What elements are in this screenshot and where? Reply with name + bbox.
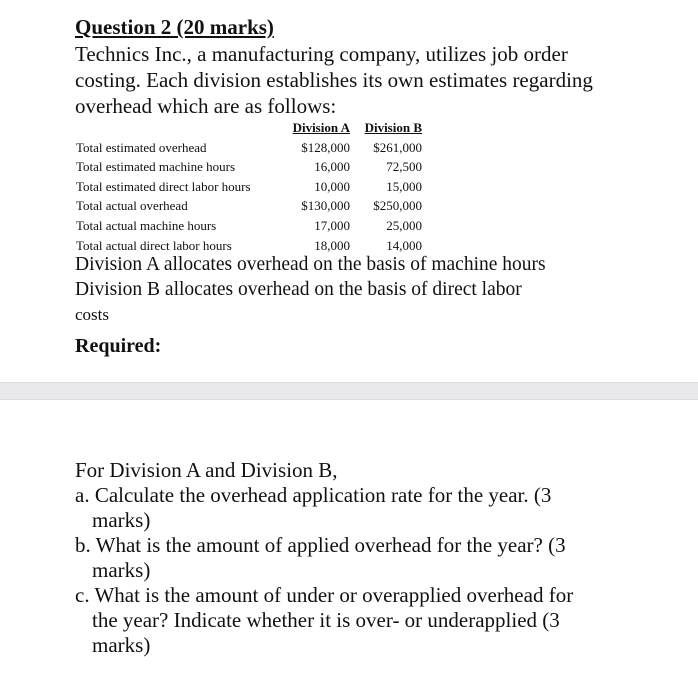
division-a-value: 18,000	[314, 237, 350, 253]
row-label: Total estimated direct labor hours	[76, 178, 251, 194]
task-b: b. What is the amount of applied overhead for the year? (3	[75, 533, 566, 557]
task-c-continued: marks)	[92, 633, 151, 657]
table-header-blank	[76, 118, 270, 138]
task-a: a. Calculate the overhead application rate for the year. (3	[75, 483, 552, 507]
required-heading: Required:	[75, 335, 162, 357]
row-label: Total actual direct labor hours	[76, 237, 232, 253]
task-c: c. What is the amount of under or overapplied overhead for	[75, 583, 574, 607]
intro-line: Technics Inc., a manufacturing company, utilizes job order	[75, 42, 568, 66]
allocation-line-continued: costs	[75, 305, 109, 324]
allocation-line-division-b: Division B allocates overhead on the basis of direct labor	[75, 279, 522, 300]
question-title: Question 2 (20 marks)	[75, 15, 274, 39]
overhead-estimates-table	[76, 118, 422, 255]
allocation-basis	[75, 252, 546, 327]
header-division-a: Division A	[292, 120, 350, 135]
division-b-value: 14,000	[386, 237, 422, 253]
table-row	[76, 177, 422, 197]
table-header-row	[76, 118, 422, 138]
row-label: Total actual machine hours	[76, 217, 217, 233]
task-list	[75, 458, 635, 658]
division-b-value: 25,000	[386, 217, 422, 233]
division-a-value: 16,000	[314, 159, 350, 175]
division-b-value: $250,000	[373, 198, 422, 214]
table-row	[76, 157, 422, 177]
table-row	[76, 138, 422, 158]
division-a-value: 10,000	[314, 178, 350, 194]
header-division-b: Division B	[364, 120, 422, 135]
task-lead: For Division A and Division B,	[75, 458, 338, 482]
row-label: Total actual overhead	[76, 198, 188, 214]
task-b-continued: marks)	[92, 558, 151, 582]
intro-line: costing. Each division establishes its own estimates regarding	[75, 68, 593, 92]
task-c-continued: the year? Indicate whether it is over- or underapplied (3	[92, 608, 560, 632]
page-divider	[0, 382, 698, 400]
row-label: Total estimated overhead	[76, 139, 207, 155]
question-intro	[75, 41, 635, 119]
division-a-value: 17,000	[314, 217, 350, 233]
table-row	[76, 196, 422, 216]
intro-line: overhead which are as follows:	[75, 94, 337, 118]
division-b-value: 15,000	[386, 178, 422, 194]
table-row	[76, 216, 422, 236]
row-label: Total estimated machine hours	[76, 159, 236, 175]
division-b-value: 72,500	[386, 159, 422, 175]
division-b-value: $261,000	[373, 139, 422, 155]
division-a-value: $130,000	[301, 198, 350, 214]
task-a-continued: marks)	[92, 508, 151, 532]
allocation-line-division-a: Division A allocates overhead on the basis of machine hours	[75, 254, 546, 275]
division-a-value: $128,000	[301, 139, 350, 155]
